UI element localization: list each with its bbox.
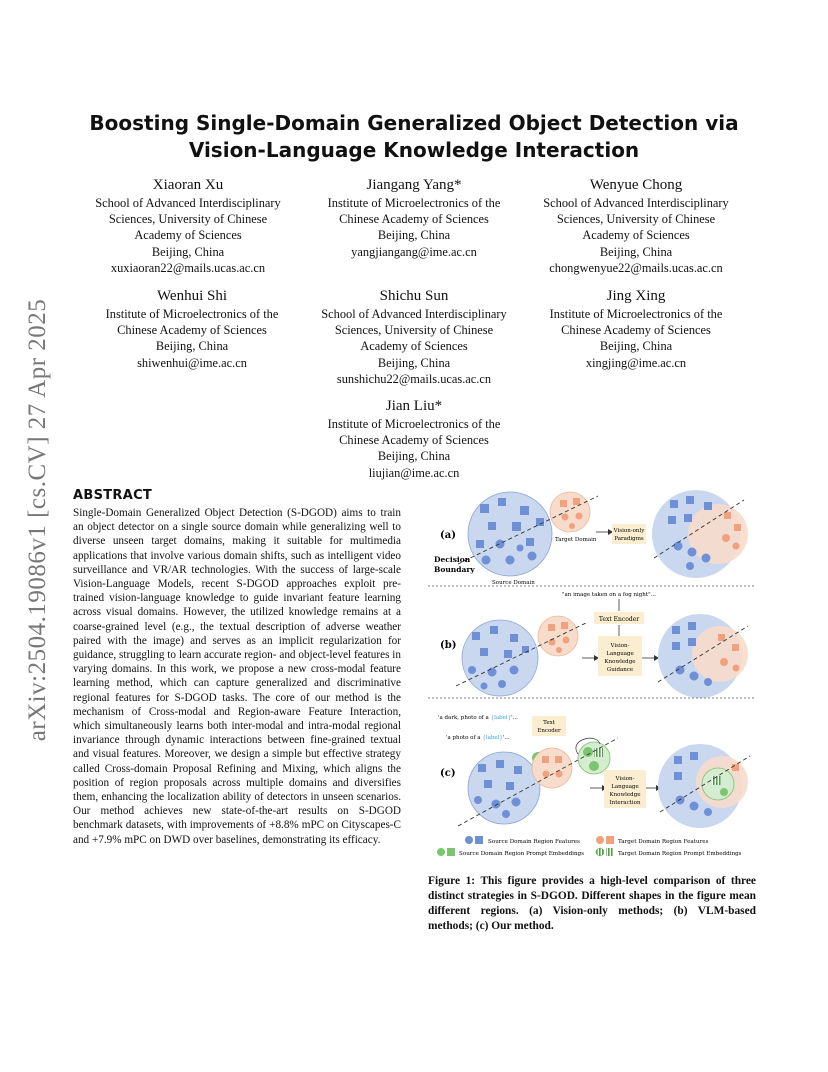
author-name: Jian Liu* [385, 398, 443, 414]
author-name: Wenyue Chong [589, 177, 683, 193]
paradigms-text: Paradigms [614, 536, 644, 542]
author-affiliation: Academy of Sciences [134, 228, 242, 243]
author-block-6 [530, 287, 742, 371]
vl-interaction-line: Knowledge [609, 792, 641, 798]
title-line-2: Vision-Language Knowledge Interaction [188, 138, 640, 162]
legend-source-prompt: Source Domain Region Prompt Embeddings [459, 851, 584, 857]
author-email: liujian@ime.ac.cn [368, 465, 460, 480]
vl-guidance-line: Vision- [610, 643, 630, 649]
author-affiliation: Academy of Sciences [582, 228, 690, 243]
author-affiliation: Sciences, University of Chinese [334, 323, 494, 338]
figure-1 [428, 486, 756, 861]
author-email: yangjiangang@ime.ac.cn [351, 244, 477, 259]
author-name: Wenhui Shi [156, 288, 228, 304]
vl-interaction-line: Vision- [615, 776, 635, 782]
vl-guidance-line: Language [606, 651, 634, 657]
author-affiliation: Academy of Sciences [360, 339, 468, 354]
decision-label: Decision [434, 555, 471, 564]
vl-interaction-line: Interaction [609, 800, 641, 806]
author-email: xuxiaoran22@mails.ucas.ac.cn [110, 260, 266, 275]
source-domain-label: Source Domain [492, 580, 535, 586]
author-email: shiwenhui@ime.ac.cn [137, 355, 247, 370]
result-target-circle [688, 504, 748, 564]
author-affiliation: Beijing, China [151, 244, 225, 259]
prompt-1: 'a dark, photo of a {label}'... [438, 715, 518, 721]
text-encoder-label: Text Encoder [598, 616, 640, 623]
author-affiliation: School of Advanced Interdisciplinary [543, 196, 729, 210]
author-affiliation: School of Advanced Interdisciplinary [321, 307, 507, 321]
author-block-1 [82, 176, 294, 276]
author-affiliation: Chinese Academy of Sciences [561, 323, 711, 338]
panel-b [428, 592, 756, 698]
author-affiliation: Chinese Academy of Sciences [339, 212, 489, 227]
panel-c [438, 715, 750, 828]
author-name: Jing Xing [606, 288, 666, 304]
prompt-2: 'a photo of a {label}'... [446, 735, 510, 741]
author-affiliation: Chinese Academy of Sciences [339, 433, 489, 448]
fog-prompt: "an image taken on a fog night"... [562, 592, 656, 598]
author-block-3 [530, 176, 742, 276]
author-affiliation: Beijing, China [377, 449, 451, 464]
author-block-4 [86, 287, 298, 371]
arxiv-identifier: arXiv:2504.19086v1 [cs.CV] 27 Apr 2025 [24, 298, 51, 742]
author-email: chongwenyue22@mails.ucas.ac.cn [549, 260, 723, 275]
arxiv-sidebar [22, 285, 54, 755]
paper-title [80, 110, 748, 164]
author-affiliation: School of Advanced Interdisciplinary [95, 196, 281, 210]
author-affiliation: Beijing, China [377, 228, 451, 243]
author-affiliation: Institute of Microelectronics of the [327, 417, 501, 431]
author-affiliation: Institute of Microelectronics of the [549, 307, 723, 321]
author-affiliation: Sciences, University of Chinese [108, 212, 268, 227]
author-name: Jiangang Yang* [366, 177, 462, 193]
text-encoder-line: Encoder [537, 728, 561, 734]
author-block-7 [308, 397, 520, 481]
author-affiliation: Beijing, China [155, 339, 229, 354]
vl-guidance-line: Guidance [606, 667, 634, 673]
author-affiliation: Chinese Academy of Sciences [117, 323, 267, 338]
author-email: sunshichu22@mails.ucas.ac.cn [336, 371, 492, 386]
abstract-heading: ABSTRACT [73, 488, 153, 503]
vision-only-text: Vision-only [613, 528, 645, 534]
author-affiliation: Beijing, China [377, 355, 451, 370]
panel-b-label: (b) [440, 640, 457, 651]
author-affiliation: Beijing, China [599, 244, 673, 259]
figure-legend [437, 836, 742, 857]
author-block-2 [308, 176, 520, 260]
abstract-text: Single-Domain Generalized Object Detection (S-DGOD) aims to train an object detector on a single source domain while generalizing well to diverse unseen target domains, making it suitable for multimedia applications that involve various domain shifts, such as intelligent video surveillance and VR/AR technologies. With the success of large-scale Vision-Language Models, recent S-DGOD approaches exploit pre-trained vision-language knowledge to guide invariant feature learning across visual domains. However, the utilized knowledge remains at a coarse-grained level (e.g., the textual description of adverse weather paired with the image) and serves as an implicit regularization for guidance, struggling to learn accurate region- and object-level features in varying domains. In this work, we propose a new cross-modal feature learning method, which can capture generalized and discriminative regional features for S-DGOD tasks. The core of our method is the mechanism of Cross-modal and Region-aware Feature Interaction, which simultaneously learns both inter-modal and intra-modal regional invariance through dynamic interactions between fine-grained textual and visual features. Moreover, we design a simple but effective strategy called Cross-domain Proposal Refining and Mixing, which aligns the position of region proposals across multiple domains and diversifies them, enhancing the localization ability of detectors in unseen scenarios. Our method achieves new state-of-the-art results on S-DGOD benchmark datasets, with improvements of +8.8% mPC on Cityscapes-C and +7.9% mPC on DWD over baselines, demonstrating its efficacy. [73, 507, 401, 846]
author-block-5 [308, 287, 520, 387]
author-affiliation: Beijing, China [599, 339, 673, 354]
author-affiliation: Sciences, University of Chinese [556, 212, 716, 227]
figure-caption: Figure 1: This figure provides a high-level comparison of three distinct strategies in S-DGOD. Different shapes in the figure mean different regions. (a) Vision-only methods; (b) VLM-based methods; (c) Our method. [428, 875, 756, 932]
legend-target-prompt: Target Domain Region Prompt Embeddings [618, 851, 742, 857]
author-affiliation: Institute of Microelectronics of the [105, 307, 279, 321]
target-domain-label: Target Domain [555, 537, 597, 543]
vl-interaction-line: Language [611, 784, 639, 790]
author-affiliation: Institute of Microelectronics of the [327, 196, 501, 210]
title-line-1: Boosting Single-Domain Generalized Object Detection via [89, 111, 739, 135]
legend-target-region: Target Domain Region Features [618, 839, 709, 845]
panel-a [428, 490, 756, 586]
boundary-label: Boundary [434, 565, 475, 574]
author-email: xingjing@ime.ac.cn [585, 355, 687, 370]
text-encoder-line: Text [543, 720, 555, 726]
panel-c-label: (c) [440, 768, 456, 779]
panel-a-label: (a) [440, 530, 456, 541]
target-prompt-embedding [594, 748, 603, 757]
author-name: Shichu Sun [379, 288, 449, 304]
legend-source-region: Source Domain Region Features [488, 839, 580, 845]
vl-guidance-line: Knowledge [604, 659, 636, 665]
author-name: Xiaoran Xu [152, 177, 224, 193]
